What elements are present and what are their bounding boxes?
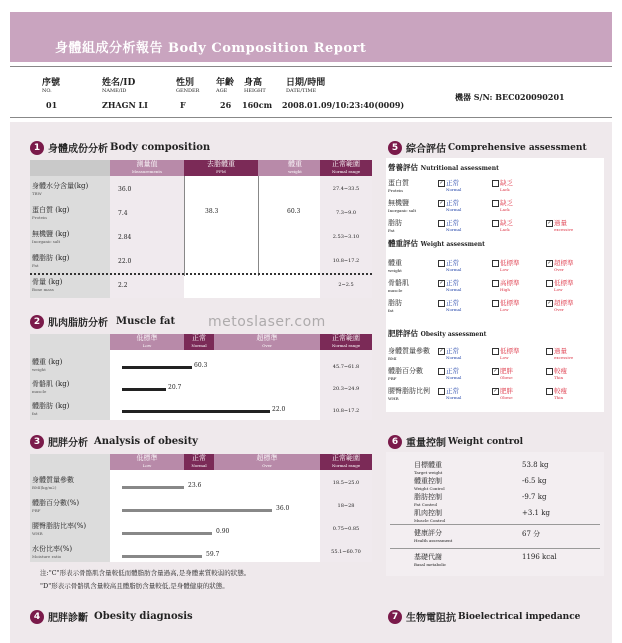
weight-control-label: 基礎代謝 Basal metabolic <box>414 553 447 567</box>
col-measurements: 測量值 Measurements <box>110 160 184 176</box>
section-6-heading <box>388 434 523 449</box>
section-4-title-cn: 肥胖診斷 <box>48 613 88 624</box>
nutrition-row-label: 蛋白質 Protein <box>388 179 409 193</box>
ffm-value: 38.3 <box>205 208 219 215</box>
info-gender: F <box>180 100 186 110</box>
section-1-number: 1 <box>30 141 44 155</box>
weight-control-panel <box>386 452 604 576</box>
row-fat-label: 體脂肪 (kg) Fat <box>32 254 70 268</box>
obesity-assess-option-checkbox[interactable]: 正常 Normal <box>438 366 461 380</box>
weight-assess-option-checkbox[interactable]: 高標準 High <box>492 278 520 292</box>
info-date: 2008.01.09/10:23:40(0009) <box>282 100 405 110</box>
ob-pbf-bar <box>122 509 272 512</box>
report-title: 身體組成分析報告 Body Composition Report <box>55 41 367 56</box>
ob-moisture-label: 水份比率(%) Moisture ratio <box>32 545 73 559</box>
col-normal-range: 正常範圍 Normal range <box>320 160 372 176</box>
mf-col-over: 超標準 Over <box>214 334 320 350</box>
device-serial: 機器 S/N: BEC020090201 <box>455 92 565 102</box>
nutrition-row-label: 脂肪 Fat <box>388 219 402 233</box>
bone-range: 2~2.5 <box>338 282 354 288</box>
fat-range: 10.8~17.2 <box>332 258 360 264</box>
weight-assess-title: 體重評估 Weight assessment <box>388 239 485 248</box>
section-3-title-cn: 肥胖分析 <box>48 438 88 449</box>
info-header-no: 序號 NO. <box>42 78 61 94</box>
mf-fat-range: 10.8~17.2 <box>332 408 360 414</box>
weight-assess-option-checkbox[interactable]: 正常 Normal <box>438 298 461 312</box>
weight-control-value: 1196 kcal <box>522 553 557 561</box>
mf-fat-bar <box>122 410 270 413</box>
obesity-assess-row-label: 體脂百分數 PBF <box>388 367 423 381</box>
obesity-assess-title: 肥胖評估 Obesity assessment <box>388 329 487 338</box>
section-7-number: 7 <box>388 610 402 624</box>
ob-pbf-label: 體脂百分數(%) PBF <box>32 499 80 513</box>
nutrition-option-checkbox[interactable]: 正常 Normal <box>438 218 461 232</box>
mf-weight-value: 60.3 <box>194 362 208 369</box>
info-name: ZHAGN LI <box>102 100 148 110</box>
ob-col-normal: 正常 Normal <box>184 454 214 470</box>
assessment-panel <box>386 158 604 412</box>
ob-whr-value: 0.90 <box>216 528 230 535</box>
info-age: 26 <box>220 100 232 110</box>
weight-control-label: 目標體重 Target weight <box>414 461 443 475</box>
ob-bmi-range: 18.5~25.0 <box>332 480 360 486</box>
section-3-heading <box>30 434 198 449</box>
ob-moisture-range: 55.1~60.70 <box>331 549 361 555</box>
muscle-fat-table <box>30 334 372 420</box>
ob-moisture-value: 59.7 <box>206 551 220 558</box>
obesity-assess-option-checkbox[interactable]: ✓ 肥胖 Obese <box>493 367 513 380</box>
weight-assess-option-checkbox[interactable]: 低標準 Low <box>492 298 520 312</box>
section-1-title-en: Body composition <box>110 142 211 153</box>
obesity-assess-option-checkbox[interactable]: ✓ 肥胖 Obese <box>493 387 513 400</box>
weight-control-value: 53.8 kg <box>522 461 549 469</box>
obesity-assess-option-checkbox[interactable]: 過量 excessive <box>546 346 573 360</box>
watermark: metoslaser.com <box>208 314 326 330</box>
weight-control-value: 67 分 <box>522 530 541 538</box>
weight-assess-option-checkbox[interactable]: 低標準 Low <box>492 258 520 272</box>
weight-control-label: 健康評分 Health assessment <box>414 529 453 543</box>
mf-col-range: 正常範圍 Normal range <box>320 334 372 350</box>
tbw-range: 27.4~33.5 <box>332 186 360 192</box>
info-header-height: 身高 HEIGHT <box>244 78 266 94</box>
section-2-title-en: Muscle fat <box>116 316 176 327</box>
info-header-age: 年齡 AGE <box>216 78 235 94</box>
mf-muscle-range: 20.3~24.9 <box>332 386 360 392</box>
mf-fat-label: 體脂肪 (kg) fat <box>32 402 70 416</box>
section-5-title-cn: 綜合評估 <box>406 144 446 155</box>
info-no: 01 <box>46 100 58 110</box>
obesity-assess-row-label: 腰臀脂肪比例 WHR <box>388 387 430 401</box>
weight-control-value: -6.5 kg <box>522 477 547 485</box>
obesity-assess-row-label: 身體質量參數 BMI <box>388 347 430 361</box>
mf-weight-label: 體重 (kg) weight <box>32 358 63 372</box>
ob-whr-bar <box>122 532 212 535</box>
row-bone-label: 骨量 (kg) Bone mass <box>32 278 63 292</box>
obesity-assess-option-checkbox[interactable]: 較瘦 Thin <box>546 386 567 400</box>
protein-value: 7.4 <box>118 210 128 217</box>
nutrition-option-checkbox[interactable]: 缺乏 Lack <box>492 218 513 232</box>
nutrition-option-checkbox[interactable]: ✓ 正常 Normal <box>439 179 462 192</box>
col-ffm: 去脂體重 FFM <box>184 160 258 176</box>
weight-assess-option-checkbox[interactable]: ✓ 正常 Normal <box>439 279 462 292</box>
report-body <box>10 122 612 643</box>
weight-control-label: 脂肪控制 Fat Control <box>414 493 442 507</box>
obesity-note-c: 注:"C"形表示骨骼肌含量較低而體脂肪含量過高,是身體素質較弱的狀態。 <box>40 569 251 577</box>
row-tbw-label: 身體水分含量(kg) TBW <box>32 182 89 196</box>
ob-col-range: 正常範圍 Normal range <box>320 454 372 470</box>
ob-col-over: 超標準 Over <box>214 454 320 470</box>
obesity-assess-option-checkbox[interactable]: 較瘦 Thin <box>546 366 567 380</box>
section-7-heading <box>388 609 580 624</box>
ob-pbf-value: 36.0 <box>276 505 290 512</box>
weight-value: 60.3 <box>287 208 301 215</box>
obesity-assess-option-checkbox[interactable]: 正常 Normal <box>438 386 461 400</box>
weight-assess-row-label: 體重 weight <box>388 259 402 273</box>
ob-moisture-bar <box>122 555 202 558</box>
col-weight: 體重 weight <box>258 160 332 176</box>
section-7-title-en: Bioelectrical impedance <box>458 611 581 622</box>
section-4-number: 4 <box>30 610 44 624</box>
weight-assess-option-checkbox[interactable]: 正常 Normal <box>438 258 461 272</box>
mf-muscle-bar <box>122 388 166 391</box>
obesity-assess-option-checkbox[interactable]: 低標準 Low <box>492 346 520 360</box>
obesity-note-d: "D"形表示骨骼肌含量較高且體脂肪含量較低,是身體健康的狀態。 <box>40 582 229 590</box>
weight-assess-row-label: 骨骼肌 muscle <box>388 279 409 293</box>
section-6-number: 6 <box>388 435 402 449</box>
mf-fat-value: 22.0 <box>272 406 286 413</box>
nutrition-option-checkbox[interactable]: ✓ 過量 excessive <box>547 219 574 232</box>
tbw-value: 36.0 <box>118 186 132 193</box>
nutrition-option-checkbox[interactable]: 缺乏 Lack <box>492 178 513 192</box>
info-header-name: 姓名/ID NAME/ID <box>102 78 136 94</box>
weight-control-value: +3.1 kg <box>522 509 550 517</box>
section-1-title-cn: 身體成份分析 <box>48 144 108 155</box>
weight-assess-option-checkbox[interactable]: ✓ 超標準 Over <box>547 299 574 312</box>
section-7-title-cn: 生物電阻抗 <box>406 613 456 624</box>
ob-bmi-bar <box>122 486 184 489</box>
bone-value: 2.2 <box>118 282 128 289</box>
protein-range: 7.3~9.0 <box>335 210 357 216</box>
weight-control-label: 肌肉控制 Muscle Control <box>414 509 446 523</box>
mf-weight-bar <box>122 366 192 369</box>
section-5-number: 5 <box>388 141 402 155</box>
ob-whr-range: 0.75~0.85 <box>332 526 360 532</box>
mf-muscle-label: 骨骼肌 (kg) muscle <box>32 380 70 394</box>
section-4-title-en: Obesity diagnosis <box>94 611 193 622</box>
ob-whr-label: 腰臀脂肪比率(%) WHR <box>32 522 87 536</box>
nutrition-title: 營養評估 Nutritional assessment <box>388 163 499 172</box>
section-4-heading <box>30 609 193 624</box>
weight-control-value: -9.7 kg <box>522 493 547 501</box>
body-composition-table <box>30 160 372 298</box>
obesity-table <box>30 454 372 562</box>
row-salt-label: 無機鹽 (kg) Inorganic salt <box>32 230 70 244</box>
obesity-assess-option-checkbox[interactable]: ✓ 正常 Normal <box>439 347 462 360</box>
info-height: 160cm <box>242 100 273 110</box>
ob-col-low: 低標準 Low <box>110 454 184 470</box>
section-5-title-en: Comprehensive assessment <box>448 142 587 153</box>
section-5-heading <box>388 140 587 155</box>
mf-col-normal: 正常 Normal <box>184 334 214 350</box>
row-protein-label: 蛋白質 (kg) Protein <box>32 206 70 220</box>
weight-assess-option-checkbox[interactable]: 低標準 Low <box>546 278 574 292</box>
report-header <box>10 12 612 62</box>
ob-bmi-label: 身體質量參數 BMI(kg/m2) <box>32 476 74 490</box>
nutrition-option-checkbox[interactable]: 缺乏 Lack <box>492 198 513 212</box>
section-2-heading <box>30 314 175 329</box>
nutrition-option-checkbox[interactable]: ✓ 正常 Normal <box>439 199 462 212</box>
salt-value: 2.84 <box>118 234 132 241</box>
section-3-title-en: Analysis of obesity <box>94 436 198 447</box>
section-1-heading <box>30 140 210 155</box>
section-3-number: 3 <box>30 435 44 449</box>
weight-control-label: 體重控制 Weight Control <box>414 477 445 491</box>
mf-muscle-value: 20.7 <box>168 384 182 391</box>
info-header-gender: 性別 GENDER <box>176 78 200 94</box>
weight-assess-row-label: 脂肪 fat <box>388 299 402 313</box>
section-2-number: 2 <box>30 315 44 329</box>
section-6-title-cn: 重量控制 <box>406 438 446 449</box>
nutrition-row-label: 無機鹽 Inorganic salt <box>388 199 417 213</box>
fat-value: 22.0 <box>118 258 132 265</box>
mf-col-low: 低標準 Low <box>110 334 184 350</box>
ob-pbf-range: 18~28 <box>337 503 355 509</box>
weight-assess-option-checkbox[interactable]: ✓ 超標準 Over <box>547 259 574 272</box>
salt-range: 2.53~3.10 <box>332 234 360 240</box>
ob-bmi-value: 23.6 <box>188 482 202 489</box>
section-6-title-en: Weight control <box>448 436 523 447</box>
section-2-title-cn: 肌肉脂肪分析 <box>48 318 108 329</box>
info-header-date: 日期/時間 DATE/TIME <box>286 78 326 94</box>
mf-weight-range: 45.7~61.8 <box>332 364 360 370</box>
